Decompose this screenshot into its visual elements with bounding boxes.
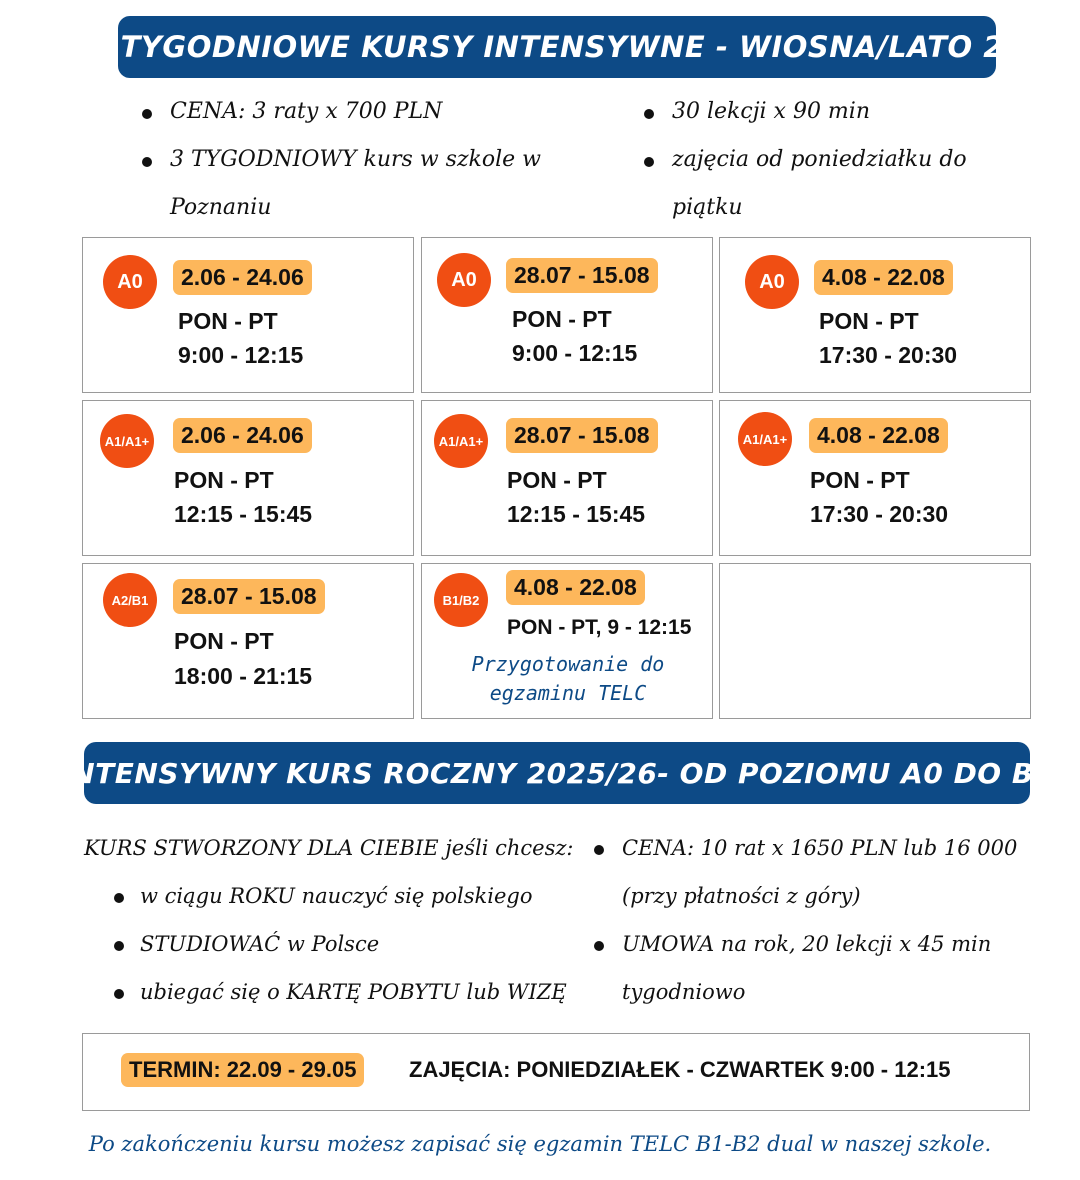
course-card <box>421 400 713 556</box>
class-days: ZAJĘCIA: PONIEDZIAŁEK - CZWARTEK 9:00 - 12:15 <box>409 1057 951 1082</box>
schedule-item: zajęcia od poniedziałku do piątku <box>644 136 1004 232</box>
annual-details <box>594 824 1034 1016</box>
course-dates: 28.07 - 15.08 <box>173 579 325 614</box>
level-badge: A2/B1 <box>103 573 157 627</box>
course-card <box>719 237 1031 393</box>
course-hours: 12:15 - 15:45 <box>174 501 313 527</box>
course-dates: 4.08 - 22.08 <box>809 418 948 453</box>
level-badge: A0 <box>103 255 157 309</box>
course-days: PON - PT <box>178 308 278 334</box>
annual-contract-item: UMOWA na rok, 20 lekcji x 45 min tygodniowo <box>594 920 1034 1016</box>
course-days: PON - PT <box>819 308 919 334</box>
course-hours: 17:30 - 20:30 <box>819 342 958 368</box>
duration-item: 3 TYGODNIOWY kurs w szkole w Poznaniu <box>142 136 562 232</box>
course-schedule: PON - PT, 9 - 12:15 <box>507 616 692 639</box>
course-days: PON - PT <box>810 467 910 493</box>
reason-item: STUDIOWAĆ w Polsce <box>84 920 584 968</box>
course-hours: 12:15 - 15:45 <box>507 501 646 527</box>
course-days: PON - PT <box>512 306 612 332</box>
course-dates: 28.07 - 15.08 <box>506 258 658 293</box>
level-badge: A1/A1+ <box>100 414 154 468</box>
lessons-item: 30 lekcji x 90 min <box>644 88 1004 136</box>
reason-item: w ciągu ROKU nauczyć się polskiego <box>84 872 584 920</box>
annual-audience <box>84 824 584 1016</box>
level-badge: A1/A1+ <box>738 412 792 466</box>
telc-exam-note: Przygotowanie do egzaminu TELC <box>471 652 665 705</box>
price-item: CENA: 3 raty x 700 PLN <box>142 88 562 136</box>
course-hours: 9:00 - 12:15 <box>178 342 304 368</box>
empty-card <box>719 563 1031 719</box>
summer-info-right <box>644 88 1004 232</box>
summer-courses-title: 3 TYGODNIOWE KURSY INTENSYWNE - WIOSNA/LATO 25 <box>118 16 996 78</box>
course-dates: 4.08 - 22.08 <box>506 570 645 605</box>
level-badge: A0 <box>745 255 799 309</box>
reason-item: ubiegać się o KARTĘ POBYTU lub WIZĘ <box>84 968 584 1016</box>
course-hours: 18:00 - 21:15 <box>174 663 313 689</box>
level-badge: A0 <box>437 253 491 307</box>
footer-note: Po zakończeniu kursu możesz zapisać się egzamin TELC B1-B2 dual w naszej szkole. <box>88 1132 992 1156</box>
course-card <box>421 237 713 393</box>
annual-price-item: CENA: 10 rat x 1650 PLN lub 16 000 (przy płatności z góry) <box>594 824 1034 920</box>
level-badge: A1/A1+ <box>434 414 488 468</box>
course-card <box>82 563 414 719</box>
course-hours: 17:30 - 20:30 <box>810 501 949 527</box>
course-days: PON - PT <box>174 628 274 654</box>
course-days: PON - PT <box>507 467 607 493</box>
course-card <box>82 400 414 556</box>
annual-course-title: INTENSYWNY KURS ROCZNY 2025/26- OD POZIOMU A0 DO B1 <box>84 742 1030 804</box>
annual-term-box <box>82 1033 1030 1111</box>
summer-info-left <box>142 88 562 232</box>
course-card <box>82 237 414 393</box>
course-hours: 9:00 - 12:15 <box>512 340 638 366</box>
term-dates: TERMIN: 22.09 - 29.05 <box>121 1053 364 1087</box>
course-dates: 2.06 - 24.06 <box>173 418 312 453</box>
audience-lead: KURS STWORZONY DLA CIEBIE jeśli chcesz: <box>84 836 574 860</box>
course-days: PON - PT <box>174 467 274 493</box>
level-badge: B1/B2 <box>434 573 488 627</box>
course-dates: 28.07 - 15.08 <box>506 418 658 453</box>
course-card <box>421 563 713 719</box>
course-card <box>719 400 1031 556</box>
course-dates: 4.08 - 22.08 <box>814 260 953 295</box>
course-dates: 2.06 - 24.06 <box>173 260 312 295</box>
